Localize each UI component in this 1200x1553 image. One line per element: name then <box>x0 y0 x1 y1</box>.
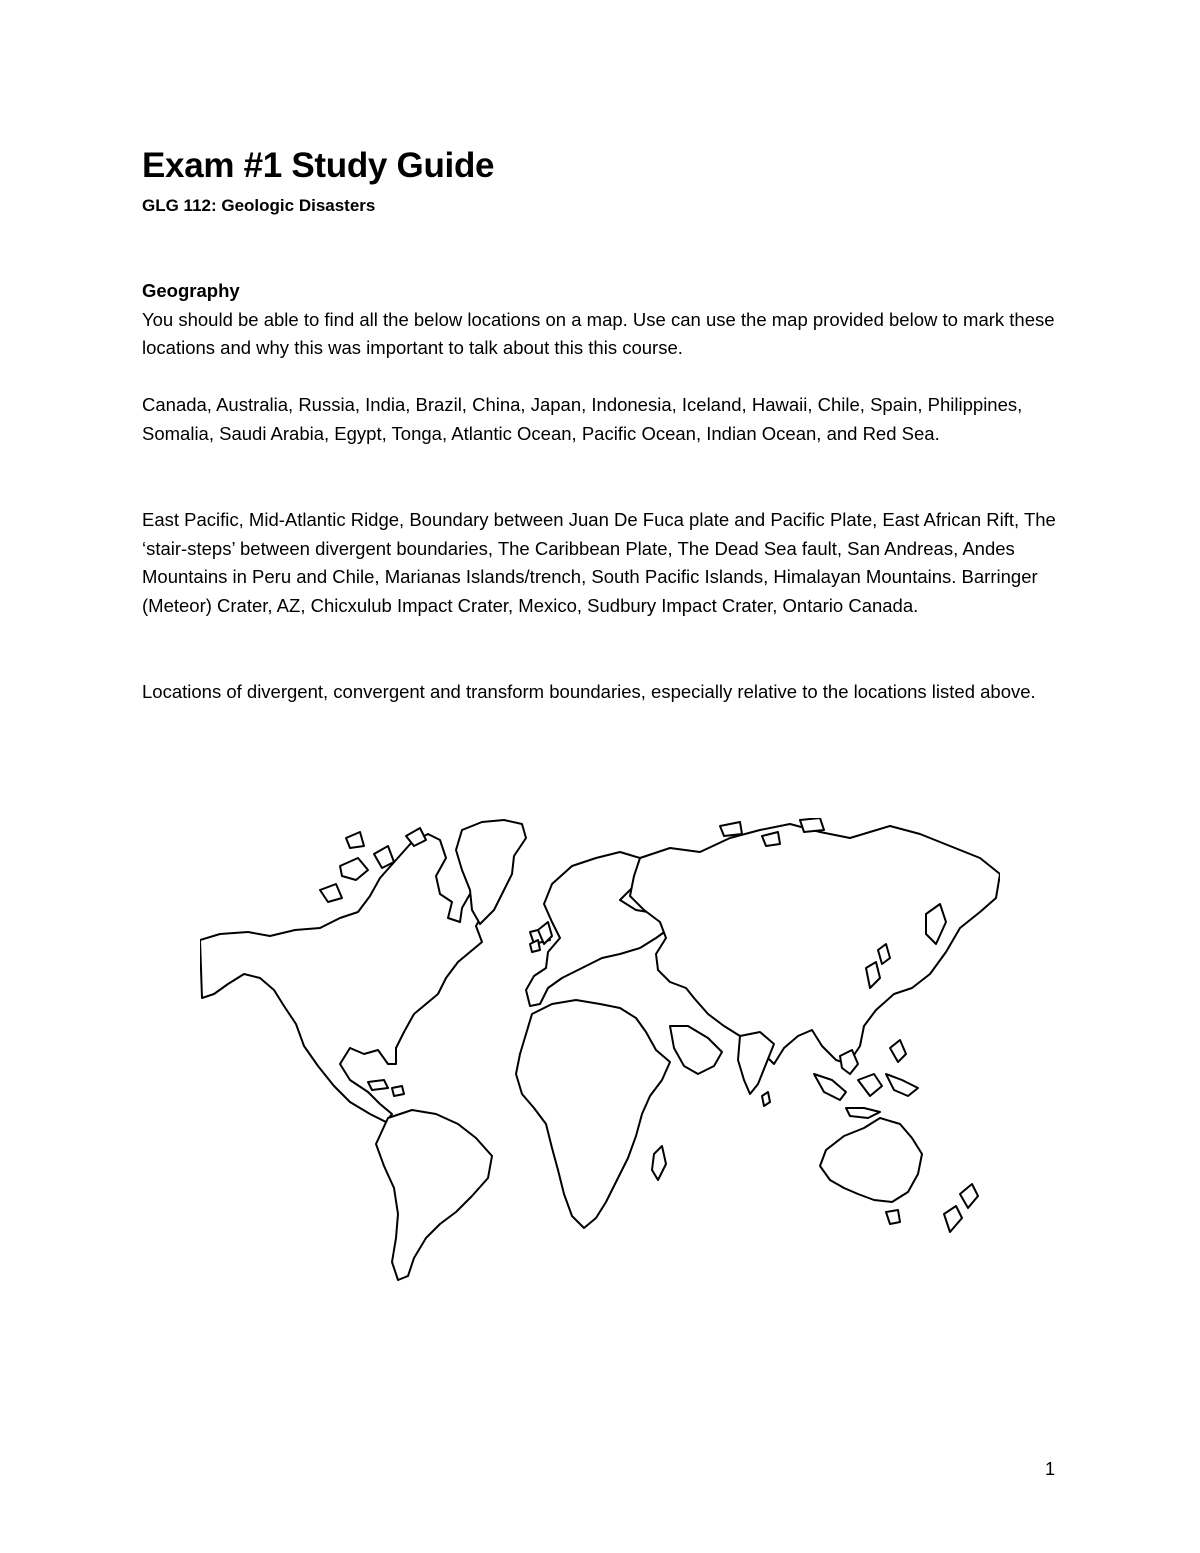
boundaries-note: Locations of divergent, convergent and transform boundaries, especially relative to the locations listed above. <box>142 681 1036 702</box>
geography-section <box>142 277 1072 363</box>
document-title: Exam #1 Study Guide <box>142 146 495 185</box>
places-list: Canada, Australia, Russia, India, Brazil, China, Japan, Indonesia, Iceland, Hawaii, Chile, Spain, Philippines, Somalia, Saudi Arabia, Egypt, Tonga, Atlantic Ocean, Pacific Ocean, Indian Ocean, and Red Sea. <box>142 394 1023 444</box>
page-number: 1 <box>1045 1459 1056 1479</box>
world-map <box>200 818 1000 1285</box>
course-subtitle: GLG 112: Geologic Disasters <box>142 196 376 215</box>
geography-intro: You should be able to find all the below locations on a map. Use can use the map provided below to mark these locations and why this was important to talk about this this course. <box>142 308 1055 359</box>
world-map-icon <box>200 818 1000 1285</box>
australia-outline <box>820 1118 922 1202</box>
africa-outline <box>516 1000 670 1228</box>
section-heading-geography: Geography <box>142 280 240 301</box>
south-america-outline <box>376 1110 492 1280</box>
features-list: East Pacific, Mid-Atlantic Ridge, Boundary between Juan De Fuca plate and Pacific Plate, East African Rift, The ‘stair-steps’ between divergent boundaries, The Caribbean Plate, The Dead Sea fault, San Andreas, Andes Mountains in Peru and Chile, Marianas Islands/trench, South Pacific Islands, Himalayan Mountains. Barringer (Meteor) Crater, AZ, Chicxulub Impact Crater, Mexico, Sudbury Impact Crater, Ontario Canada. <box>142 509 1056 617</box>
